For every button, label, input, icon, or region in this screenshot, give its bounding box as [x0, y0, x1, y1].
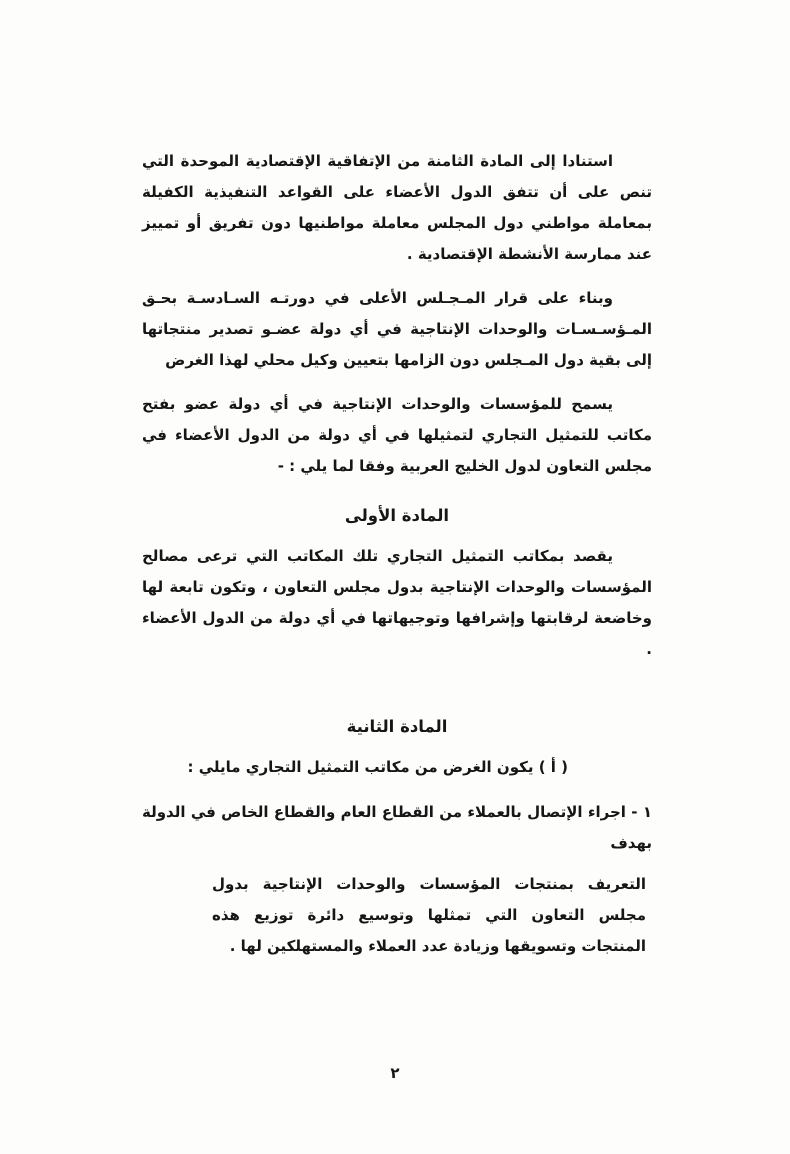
document-body	[142, 146, 652, 962]
heading-article-two: المادة الثانية	[346, 717, 448, 736]
paragraph-article-one-body: يقصد بمكاتب التمثيل التجاري تلك المكاتب التي ترعى مصالح المؤسسات والوحدات الإنتاجية بدول مجلس التعاون ، وتكون تابعة لها وخاضعة لرقابتها وإشرافها وتوجيهاتها في أي دولة من الدول الأعضاء .	[142, 547, 652, 658]
heading-article-one: المادة الأولى	[344, 506, 450, 525]
list-item-1-continuation: التعريف بمنتجات المؤسسات والوحدات الإنتاجية بدول مجلس التعاون التي تمثلها وتوسيع دائرة توزيع هذه المنتجات وتسويقها وزيادة عدد العملاء والمستهلكين لها .	[212, 875, 646, 955]
paragraph-preamble-3: يسمح للمؤسسات والوحدات الإنتاجية في أي دولة عضو بفتح مكاتب للتمثيل التجاري لتمثيلها في أي دولة من الدول الأعضاء في مجلس التعاون لدول الخليج العربية وفقا لما يلي : -	[142, 395, 652, 475]
paragraph-preamble-1: استنادا إلى المادة الثامنة من الإتفاقية الإقتصادية الموحدة التي تنص على أن تتفق الدول الأعضاء على القواعد التنفيذية الكفيلة بمعاملة مواطني دول المجلس معاملة مواطنيها دون تفريق أو تمييز عند ممارسة الأنشطة الإقتصادية .	[142, 152, 652, 263]
page-number: ٢	[390, 1064, 400, 1082]
clause-a-label: ( أ ) يكون الغرض من مكاتب التمثيل التجاري مايلي :	[187, 758, 568, 776]
list-item-1: ١ - اجراء الإتصال بالعملاء من القطاع العام والقطاع الخاص في الدولة بهدف	[142, 803, 652, 852]
paragraph-preamble-2: وبناء على قرار المـجـلس الأعلى في دورتـه السـادسـة بحـق المـؤسـسـات والوحدات الإنتاجية في أي دولة عضـو تصدير منتجاتها إلى بقية دول المـجلس دون الزامها بتعيين وكيل محلي لهذا الغرض	[142, 289, 652, 369]
